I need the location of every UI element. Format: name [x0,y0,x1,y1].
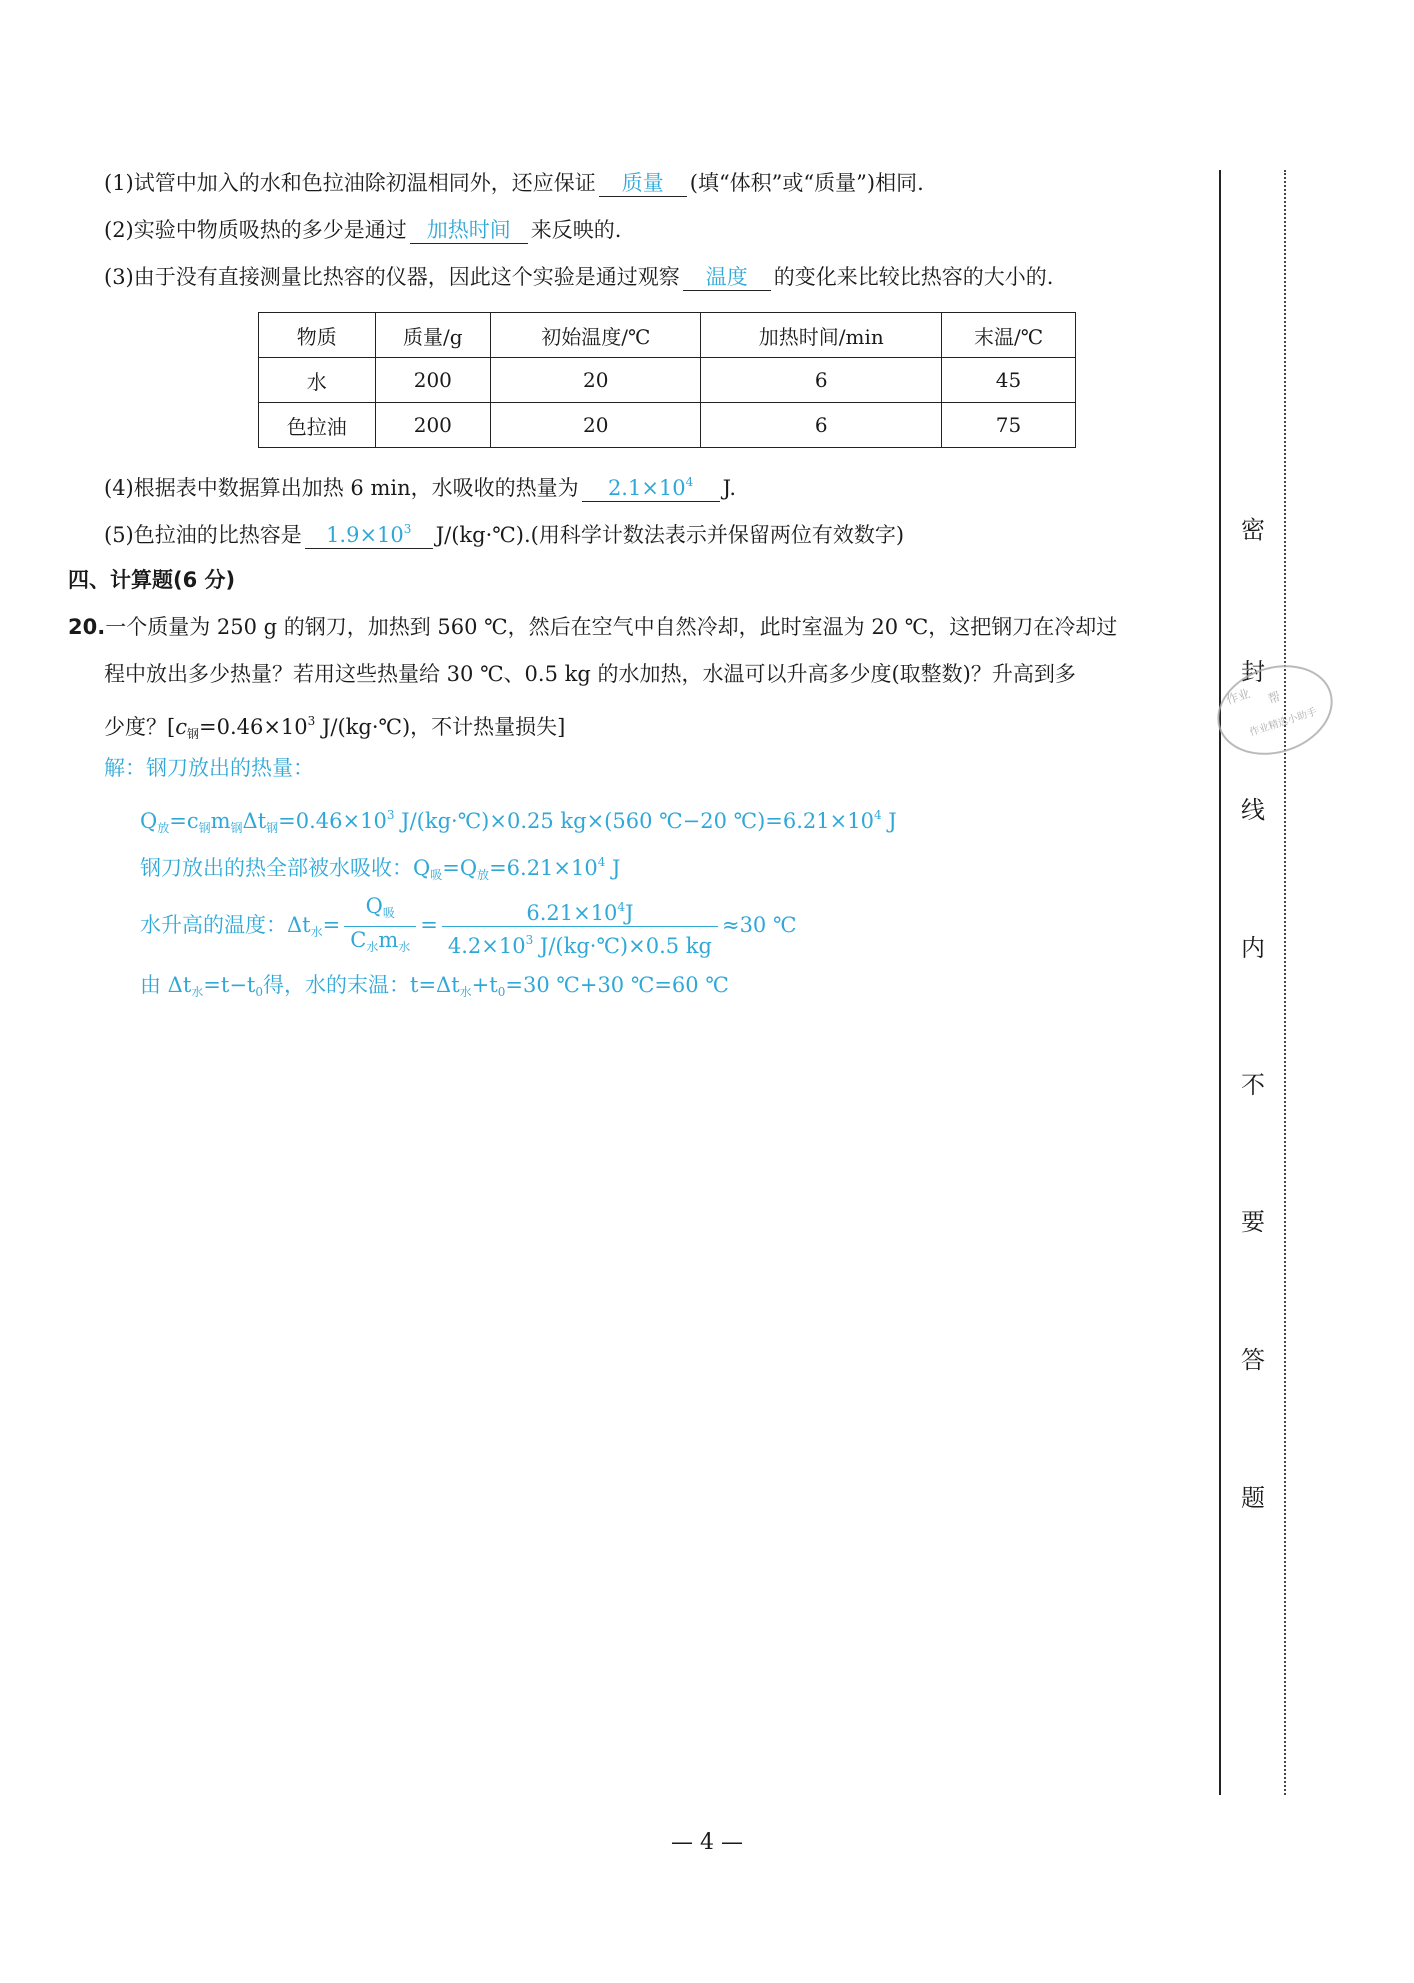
fraction-denominator: $4.2\times 10^3$ J/(kg·℃)×0.5 kg [447,933,712,958]
sol-equals: = [420,913,438,937]
q20-text: 一个质量为 250 g 的钢刀，加热到 560 ℃，然后在空气中自然冷却，此时室温为 20 ℃，这把钢刀在冷却过 [105,615,1118,639]
sol-text: Q [140,809,158,833]
question-20-line-1 [68,612,1117,642]
q3-answer: 温度 [683,264,771,291]
q5-answer [305,516,433,549]
sol-text: =Q [442,856,478,880]
seal-char: 不 [1241,1071,1265,1099]
question-1 [104,168,924,198]
table-cell: 75 [942,403,1076,448]
table-cell: 45 [942,358,1076,403]
q3-text: (3)由于没有直接测量比热容的仪器，因此这个实验是通过观察 [104,265,680,289]
question-number: 20. [68,615,106,639]
sol-text: Δt [242,809,267,833]
solution-line-1 [140,800,897,843]
q4-text: (4)根据表中数据算出加热 6 min，水吸收的热量为 [104,476,579,500]
q1-text: (1)试管中加入的水和色拉油除初温相同外，还应保证 [104,171,596,195]
q3-text-end: 的变化来比较比热容的大小的. [773,265,1054,289]
fraction-numeric [442,894,718,959]
sol-text: +t [471,973,498,997]
seal-char: 答 [1241,1346,1265,1374]
q5-answer-exponent: 3 [403,522,412,536]
sol-subscript: 钢 [266,821,279,835]
sol-text: 水升高的温度：Δt [140,913,311,937]
q20-text: 少度？[ [104,715,176,739]
table-header-row [259,313,1076,358]
sol-text: =t−t [203,973,256,997]
table-cell: 200 [375,403,491,448]
table-header: 物质 [259,313,376,358]
question-5 [104,516,904,550]
table-cell: 色拉油 [259,403,376,448]
q20-text: J/(kg·℃)，不计热量损失] [315,715,566,739]
table-cell: 20 [491,358,701,403]
sol-subscript: 水 [459,985,472,999]
q20-exponent: 3 [307,714,316,728]
sol-text: J [881,809,897,833]
sol-text: 钢刀放出的热全部被水吸收：Q [140,856,431,880]
stamp-text: 作业 [1224,686,1252,708]
stamp-text: 作业精选小助手 [1248,706,1319,739]
question-2 [104,215,621,245]
cut-line [1284,170,1286,1795]
page-number: — 4 — [671,1830,743,1855]
table-header: 质量/g [375,313,491,358]
question-4 [104,469,736,503]
question-20-line-2: 程中放出多少热量？若用这些热量给 30 ℃、0.5 kg 的水加热，水温可以升高多少度(取整数)？升高到多 [104,662,1076,686]
sol-subscript: 放 [477,868,490,882]
seal-char: 密 [1241,516,1265,544]
sol-subscript: 0 [497,985,506,999]
table-row [259,358,1076,403]
q5-text: (5)色拉油的比热容是 [104,523,302,547]
q2-text: (2)实验中物质吸热的多少是通过 [104,218,407,242]
q20-symbol: c [175,715,187,739]
seal-char: 封 [1241,658,1265,686]
table-cell: 6 [701,403,942,448]
sol-result: ≈30 ℃ [721,913,797,937]
sol-subscript: 水 [191,985,204,999]
sol-text: =30 ℃+30 ℃=60 ℃ [505,973,729,997]
table-cell: 200 [375,358,491,403]
question-20-line-3 [104,706,565,749]
table-header: 初始温度/℃ [491,313,701,358]
data-table [258,312,1076,448]
table-header: 加热时间/min [701,313,942,358]
sol-subscript: 吸 [430,868,443,882]
solution-line-2 [140,847,620,890]
q1-text-end: (填“体积”或“质量”)相同. [689,171,924,195]
fraction-numerator: $6.21\times 10^4J$ [442,894,718,927]
sol-subscript: 水 [310,925,323,939]
sol-subscript: 放 [157,821,170,835]
sol-text: 由 Δt [140,973,192,997]
seal-char: 内 [1241,934,1265,962]
sol-subscript: 钢 [230,821,243,835]
sol-subscript: 0 [255,985,264,999]
sol-equals: = [322,913,341,937]
table-header: 末温/℃ [942,313,1076,358]
section-heading: 四、计算题(6 分) [68,568,236,592]
sol-text: =0.46×10 [278,809,387,833]
q4-text-end: J. [722,476,737,500]
sol-exponent: 4 [597,855,606,869]
q5-answer-base: 1.9×10 [326,523,404,547]
table-cell: 水 [259,358,376,403]
table-row [259,403,1076,448]
question-3 [104,262,1053,292]
q2-answer: 加热时间 [410,217,528,244]
sol-text: m [210,809,231,833]
q4-answer-exponent: 4 [685,475,694,489]
fraction-denominator: $C_水m_水$ [350,928,411,954]
binding-line [1219,170,1221,1795]
solution-line-3 [140,893,796,960]
sol-exponent: 3 [386,808,395,822]
q4-answer [582,469,720,502]
seal-char: 线 [1241,796,1265,824]
stamp-text: 帮 [1266,689,1283,707]
solution-intro: 解：钢刀放出的热量： [104,756,314,780]
q5-text-end: J/(kg·℃).(用科学计数法表示并保留两位有效数字) [435,523,905,547]
q20-subscript: 钢 [186,727,199,741]
fraction-symbolic [344,893,416,960]
q1-answer: 质量 [599,170,687,197]
q20-text: =0.46×10 [198,715,308,739]
sol-text: J [605,856,621,880]
fraction-numerator: $Q_吸$ [344,893,416,927]
seal-char: 题 [1241,1484,1265,1512]
q4-answer-base: 2.1×10 [607,476,686,500]
sol-text: =6.21×10 [489,856,598,880]
sol-text: J/(kg·℃)×0.25 kg×(560 ℃−20 ℃)=6.21×10 [394,809,874,833]
table-cell: 6 [701,358,942,403]
solution-line-4 [140,970,729,1007]
seal-char: 要 [1241,1208,1265,1236]
table-cell: 20 [491,403,701,448]
sol-subscript: 钢 [198,821,211,835]
sol-exponent: 4 [873,808,882,822]
sol-text: 得，水的末温：t=Δt [263,973,460,997]
sol-text: =c [169,809,199,833]
q2-text-end: 来反映的. [530,218,622,242]
